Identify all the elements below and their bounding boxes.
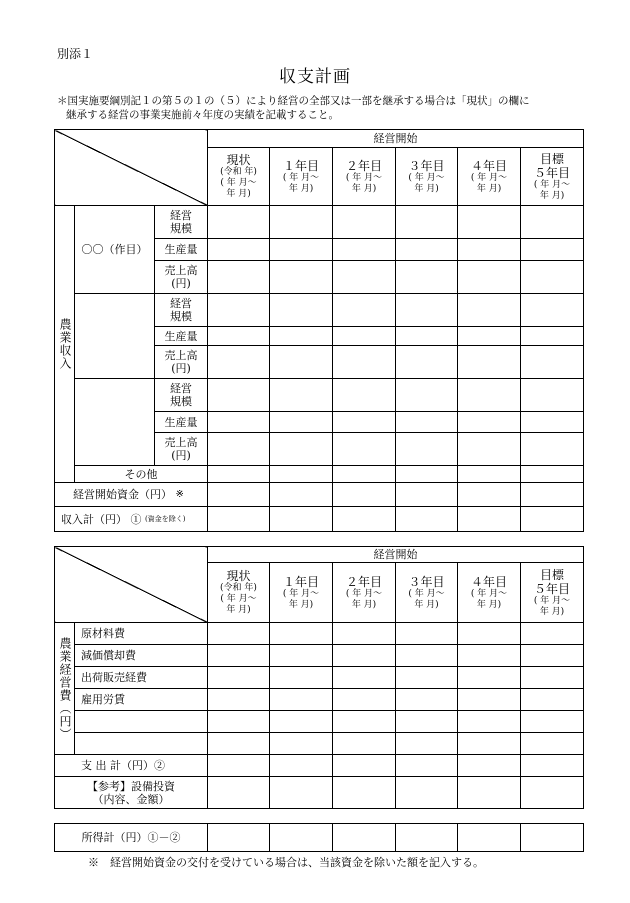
page-title: 収支計画 — [279, 67, 351, 87]
cell[interactable] — [521, 261, 584, 294]
expense-item: 原材料費 — [75, 623, 208, 645]
cell[interactable] — [396, 507, 458, 532]
cell[interactable] — [458, 261, 521, 294]
cell[interactable] — [521, 824, 584, 852]
cell[interactable] — [208, 824, 270, 852]
cell[interactable] — [521, 379, 584, 412]
header-current-range2: 年 月) — [226, 189, 251, 199]
income-total-note: (資金を除く) — [145, 514, 186, 523]
row-label-sales: 売上高 (円) — [155, 346, 208, 379]
row-label-production: 生産量 — [155, 412, 208, 433]
cell[interactable] — [270, 623, 333, 645]
cell[interactable] — [208, 711, 270, 733]
row-label-sales: 売上高 (円) — [155, 261, 208, 294]
cell[interactable] — [521, 667, 584, 689]
header-target-main1: 目標 — [540, 151, 565, 166]
cell[interactable] — [396, 294, 458, 327]
crop-label-blank[interactable] — [75, 294, 155, 379]
cell[interactable] — [521, 206, 584, 239]
header-group-label: 経営開始 — [208, 547, 584, 563]
cell[interactable] — [458, 483, 521, 507]
cell[interactable] — [208, 433, 270, 466]
cell[interactable] — [208, 379, 270, 412]
cell[interactable] — [270, 346, 333, 379]
cell[interactable] — [333, 507, 396, 532]
attachment-label: 別添１ — [57, 47, 94, 61]
header-year-4-main: ４年目 — [471, 158, 508, 173]
header-current — [208, 563, 270, 623]
cell[interactable] — [458, 755, 521, 777]
cell[interactable] — [458, 711, 521, 733]
cell[interactable] — [458, 777, 521, 809]
cell[interactable] — [458, 824, 521, 852]
cell[interactable] — [208, 507, 270, 532]
header-year-3-range2: 年 月) — [414, 183, 439, 194]
cell[interactable] — [208, 206, 270, 239]
expense-item-blank[interactable] — [75, 711, 208, 733]
cell[interactable] — [521, 466, 584, 483]
cell[interactable] — [270, 466, 333, 483]
header-year-3 — [396, 563, 458, 623]
header-current-range2: 年 月) — [226, 605, 251, 615]
header-year-4-range2: 年 月) — [476, 599, 502, 610]
header-year-1 — [270, 563, 333, 623]
cell[interactable] — [396, 623, 458, 645]
row-label-other: その他 — [75, 466, 208, 483]
cell[interactable] — [458, 412, 521, 433]
cell[interactable] — [333, 777, 396, 809]
cell[interactable] — [333, 824, 396, 852]
header-group-label: 経営開始 — [208, 130, 584, 148]
cell[interactable] — [208, 777, 270, 809]
cell[interactable] — [333, 711, 396, 733]
header-year-4-main: ４年目 — [470, 574, 507, 589]
cell[interactable] — [208, 483, 270, 507]
header-target — [521, 563, 584, 623]
cell[interactable] — [333, 379, 396, 412]
cell[interactable] — [270, 711, 333, 733]
cell[interactable] — [208, 346, 270, 379]
cell[interactable] — [333, 466, 396, 483]
header-year-3-range2: 年 月) — [414, 599, 439, 610]
expense-table — [54, 546, 584, 809]
header-year-2-main: ２年目 — [346, 158, 383, 173]
cell[interactable] — [521, 623, 584, 645]
cell[interactable] — [333, 483, 396, 507]
cell[interactable] — [396, 433, 458, 466]
header-target-range1: ( 年 月～ — [533, 595, 571, 606]
cell[interactable] — [270, 261, 333, 294]
cell[interactable] — [396, 755, 458, 777]
cell[interactable] — [208, 239, 270, 261]
header-target-range1: ( 年 月～ — [533, 179, 571, 190]
cell[interactable] — [333, 327, 396, 346]
cell[interactable] — [521, 327, 584, 346]
income-category: 農業収入 — [55, 206, 75, 483]
cell[interactable] — [396, 667, 458, 689]
cell[interactable] — [333, 667, 396, 689]
cell[interactable] — [521, 733, 584, 755]
cell[interactable] — [208, 261, 270, 294]
expense-category: 農業経営費（円） — [55, 623, 75, 755]
income-table — [54, 129, 584, 532]
cell[interactable] — [270, 755, 333, 777]
header-year-3-main: ３年目 — [408, 574, 445, 589]
cell[interactable] — [270, 239, 333, 261]
cell[interactable] — [333, 433, 396, 466]
header-year-2-main: ２年目 — [345, 574, 382, 589]
cell[interactable] — [396, 466, 458, 483]
cell[interactable] — [521, 294, 584, 327]
expense-item: 減価償却費 — [75, 645, 208, 667]
header-year-1-main: １年目 — [282, 574, 319, 589]
cell[interactable] — [458, 379, 521, 412]
cell[interactable] — [458, 466, 521, 483]
cell[interactable] — [521, 412, 584, 433]
row-label-sales: 売上高 (円) — [155, 433, 208, 466]
cell[interactable] — [208, 466, 270, 483]
cell[interactable] — [333, 755, 396, 777]
header-year-4 — [458, 563, 521, 623]
cell[interactable] — [208, 623, 270, 645]
row-label-scale: 経営 規模 — [155, 294, 208, 327]
cell[interactable] — [270, 507, 333, 532]
header-year-2-range2: 年 月) — [351, 183, 377, 194]
cell[interactable] — [208, 412, 270, 433]
header-current-main: 現状 — [226, 153, 251, 167]
header-corner — [55, 547, 208, 623]
cell[interactable] — [458, 327, 521, 346]
header-current-range1: ( 年 月～ — [220, 594, 257, 604]
header-target-main1: 目標 — [539, 567, 564, 582]
expense-item: 出荷販売経費 — [75, 667, 208, 689]
cell[interactable] — [458, 645, 521, 667]
cell[interactable] — [270, 689, 333, 711]
row-label-investment: 【参考】設備投資 （内容、金額） — [55, 777, 208, 809]
header-year-1-range2: 年 月) — [288, 599, 314, 610]
cell[interactable] — [396, 711, 458, 733]
cell[interactable] — [458, 206, 521, 239]
cell[interactable] — [521, 689, 584, 711]
header-year-4-range1: ( 年 月～ — [470, 172, 508, 183]
cell[interactable] — [333, 239, 396, 261]
cell[interactable] — [333, 689, 396, 711]
cell[interactable] — [396, 733, 458, 755]
cell[interactable] — [208, 645, 270, 667]
cell[interactable] — [270, 327, 333, 346]
header-year-2-range1: ( 年 月～ — [345, 172, 383, 183]
cell[interactable] — [270, 645, 333, 667]
header-year-3-main: ３年目 — [408, 158, 445, 173]
header-year-4 — [458, 148, 521, 206]
crop-label: 〇〇（作目） — [75, 206, 155, 294]
cell[interactable] — [521, 346, 584, 379]
cell[interactable] — [396, 327, 458, 346]
header-year-1 — [270, 148, 333, 206]
cell[interactable] — [521, 777, 584, 809]
cell[interactable] — [521, 755, 584, 777]
header-year-3-range1: ( 年 月～ — [408, 172, 445, 183]
row-label-scale: 経営 規模 — [155, 379, 208, 412]
cell[interactable] — [458, 667, 521, 689]
header-target-main2: ５年目 — [533, 581, 570, 596]
cell[interactable] — [458, 507, 521, 532]
cell[interactable] — [270, 412, 333, 433]
cell[interactable] — [396, 261, 458, 294]
cell[interactable] — [521, 507, 584, 532]
expense-item: 雇用労賃 — [75, 689, 208, 711]
row-label-production: 生産量 — [155, 327, 208, 346]
cell[interactable] — [208, 755, 270, 777]
header-year-1-range1: ( 年 月～ — [282, 172, 320, 183]
cell[interactable] — [458, 623, 521, 645]
cell[interactable] — [333, 294, 396, 327]
header-year-3 — [396, 148, 458, 206]
income-total-table — [54, 823, 584, 852]
footnote: ※ 経営開始資金の交付を受けている場合は、当該資金を除いた額を記入する。 — [88, 856, 484, 869]
cell[interactable] — [396, 645, 458, 667]
row-label-income-total: 収入計（円） ① $^{(資金を除く)}$ — [55, 507, 208, 532]
header-year-2 — [333, 563, 396, 623]
cell[interactable] — [458, 689, 521, 711]
cell[interactable] — [458, 733, 521, 755]
cell[interactable] — [458, 433, 521, 466]
cell[interactable] — [396, 824, 458, 852]
cell[interactable] — [521, 433, 584, 466]
cell[interactable] — [396, 239, 458, 261]
cell[interactable] — [270, 733, 333, 755]
header-year-1-main: １年目 — [283, 158, 320, 173]
note-line-1: ＊国実施要綱別記１の第５の１の（５）により経営の全部又は一部を継承する場合は「現状」の欄に — [57, 95, 530, 107]
header-current-era: (令和 年) — [220, 583, 257, 593]
cell[interactable] — [521, 483, 584, 507]
header-target-range2: 年 月) — [539, 606, 565, 617]
cell[interactable] — [270, 824, 333, 852]
header-year-2 — [333, 148, 396, 206]
cell[interactable] — [270, 206, 333, 239]
cell[interactable] — [396, 379, 458, 412]
header-current — [208, 148, 270, 206]
cell[interactable] — [396, 689, 458, 711]
cell[interactable] — [458, 239, 521, 261]
row-label-scale: 経営 規模 — [155, 206, 208, 239]
cell[interactable] — [208, 667, 270, 689]
cell[interactable] — [208, 294, 270, 327]
expense-item-blank[interactable] — [75, 733, 208, 755]
note-line-2: 継承する経営の事業実施前々年度の実績を記載すること。 — [66, 109, 339, 121]
header-year-2-range2: 年 月) — [351, 599, 377, 610]
instruction-note — [57, 94, 597, 122]
header-year-2-range1: ( 年 月～ — [345, 588, 383, 599]
header-current-range1: ( 年 月～ — [220, 178, 257, 188]
cell[interactable] — [333, 412, 396, 433]
cell[interactable] — [521, 239, 584, 261]
cell[interactable] — [396, 483, 458, 507]
row-label-expense-total: 支 出 計（円）② — [55, 755, 208, 777]
cell[interactable] — [270, 667, 333, 689]
header-year-3-range1: ( 年 月～ — [408, 588, 445, 599]
row-label-startup-funds: 経営開始資金（円） ※ — [55, 483, 208, 507]
header-year-1-range1: ( 年 月～ — [282, 588, 320, 599]
cell[interactable] — [270, 294, 333, 327]
header-year-1-range2: 年 月) — [288, 183, 314, 194]
cell[interactable] — [333, 261, 396, 294]
cell[interactable] — [270, 777, 333, 809]
cell[interactable] — [521, 645, 584, 667]
cell[interactable] — [458, 294, 521, 327]
cell[interactable] — [333, 623, 396, 645]
header-current-main: 現状 — [226, 569, 251, 583]
header-corner — [55, 130, 208, 206]
cell[interactable] — [521, 711, 584, 733]
cell[interactable] — [208, 689, 270, 711]
cell[interactable] — [333, 346, 396, 379]
header-target-range2: 年 月) — [539, 190, 565, 201]
cell[interactable] — [208, 733, 270, 755]
row-label-production: 生産量 — [155, 239, 208, 261]
cell[interactable] — [396, 206, 458, 239]
cell[interactable] — [396, 412, 458, 433]
header-target — [521, 148, 584, 206]
crop-label-blank[interactable] — [75, 379, 155, 466]
cell[interactable] — [270, 379, 333, 412]
row-label-income-total-net: 所得計（円）①－② — [55, 824, 208, 852]
header-current-era: (令和 年) — [220, 167, 257, 177]
cell[interactable] — [208, 327, 270, 346]
startup-funds-mark: ※ — [175, 489, 184, 500]
cell[interactable] — [333, 733, 396, 755]
cell[interactable] — [396, 346, 458, 379]
cell[interactable] — [396, 777, 458, 809]
header-year-4-range1: ( 年 月～ — [470, 588, 508, 599]
cell[interactable] — [333, 645, 396, 667]
cell[interactable] — [333, 206, 396, 239]
cell[interactable] — [270, 483, 333, 507]
header-target-main2: ５年目 — [534, 165, 571, 180]
cell[interactable] — [458, 346, 521, 379]
cell[interactable] — [270, 433, 333, 466]
header-year-4-range2: 年 月) — [476, 183, 502, 194]
